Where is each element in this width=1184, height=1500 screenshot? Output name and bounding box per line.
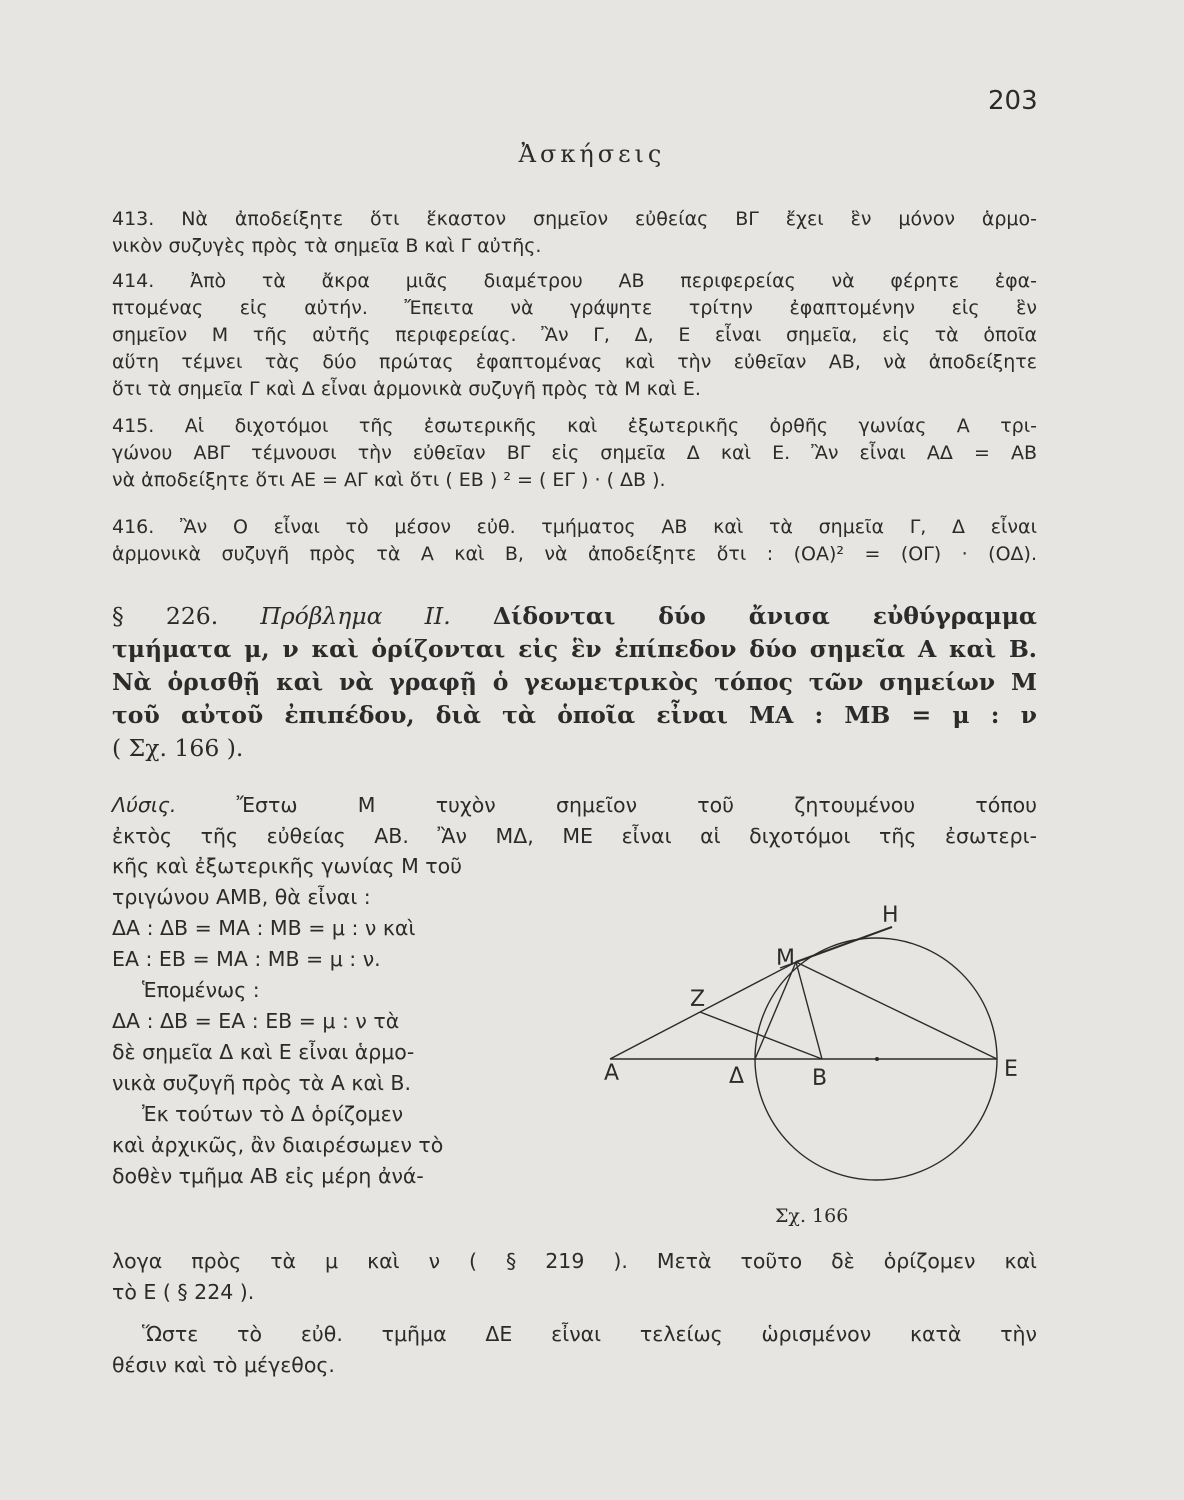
text-line: τοῦ αὐτοῦ ἐπιπέδου, διὰ τὰ ὁποῖα εἶναι ΜΑ : ΜΒ = μ : ν xyxy=(112,701,1037,729)
text-line: Ἔστω Μ τυχὸν σημεῖον τοῦ ζητουμένου τόπου xyxy=(236,793,1037,817)
label-A: Α xyxy=(604,1061,620,1086)
text-line: Ἑπομένως : xyxy=(142,978,260,1002)
text-line: Δίδονται δύο ἄνισα εὐθύγραμμα xyxy=(492,602,1037,630)
text-line: πτομένας εἰς αὐτήν. Ἔπειτα νὰ γράψητε τρίτην ἐφαπτομένην εἰς ἓν xyxy=(112,297,1037,319)
text-line: δοθὲν τμῆμα ΑΒ εἰς μέρη ἀνά- xyxy=(112,1164,424,1188)
text-line: τὸ Ε ( § 224 ). xyxy=(112,1279,255,1304)
line-MD xyxy=(755,962,796,1059)
text-line: Νὰ ὁρισθῇ καὶ νὰ γραφῇ ὁ γεωμετρικὸς τόπος τῶν σημείων Μ xyxy=(112,668,1037,696)
equation-line: ΔΑ : ΔΒ = ΕΑ : ΕΒ = μ : ν τὰ xyxy=(112,1009,400,1033)
problem-label: Πρόβλημα ΙΙ. xyxy=(260,602,451,630)
line-ME xyxy=(796,962,997,1059)
equation-line: ΕΑ : ΕΒ = ΜΑ : ΜΒ = μ : ν. xyxy=(112,947,381,971)
text-line: ( Σχ. 166 ). xyxy=(112,734,244,762)
text-line: Ἐκ τούτων τὸ Δ ὁρίζομεν xyxy=(142,1102,404,1126)
text-line: καὶ ἀρχικῶς, ἂν διαιρέσωμεν τὸ xyxy=(112,1133,444,1157)
text-line: νικὸν συζυγὲς πρὸς τὰ σημεῖα Β καὶ Γ αὐτῆς. xyxy=(112,235,542,257)
text-line: δὲ σημεῖα Δ καὶ Ε εἶναι ἁρμο- xyxy=(112,1040,415,1064)
section-title: Ἀσκήσεις xyxy=(518,140,666,168)
text-line: λογα πρὸς τὰ μ καὶ ν ( § 219 ). Μετὰ τοῦτο δὲ ὁρίζομεν καὶ xyxy=(112,1249,1037,1273)
line-MB xyxy=(796,962,822,1059)
text-line: 416. Ἂν Ο εἶναι τὸ μέσον εὐθ. τμήματος ΑΒ καὶ τὰ σημεῖα Γ, Δ εἶναι xyxy=(112,516,1037,538)
text-line: σημεῖον Μ τῆς αὐτῆς περιφερείας. Ἂν Γ, Δ, Ε εἶναι σημεῖα, εἰς τὰ ὁποῖα xyxy=(112,324,1037,346)
tangent-MH xyxy=(796,927,892,962)
text-line: νικὰ συζυγῆ πρὸς τὰ Α καὶ Β. xyxy=(112,1071,411,1095)
text-line: τριγώνου ΑΜΒ, θὰ εἶναι : xyxy=(112,885,371,909)
label-H: Η xyxy=(882,903,899,928)
label-M: Μ xyxy=(776,946,795,971)
line-ZB xyxy=(700,1012,822,1059)
text-line: Ὥστε τὸ εὐθ. τμῆμα ΔΕ εἶναι τελείως ὡρισμένον κατὰ τὴν xyxy=(142,1322,1037,1346)
text-line: κῆς καὶ ἐξωτερικῆς γωνίας Μ τοῦ xyxy=(112,854,463,878)
text-line: νὰ ἀποδείξητε ὅτι ΑΕ = ΑΓ καὶ ὅτι ( ΕΒ ) ² = ( ΕΓ ) · ( ΔΒ ). xyxy=(112,469,666,491)
text-line: ὅτι τὰ σημεῖα Γ καὶ Δ εἶναι ἁρμονικὰ συζυγῆ πρὸς τὰ Μ καὶ Ε. xyxy=(112,378,701,400)
label-E: Ε xyxy=(1004,1057,1018,1082)
text-line: γώνου ΑΒΓ τέμνουσι τὴν εὐθεῖαν ΒΓ εἰς σημεῖα Δ καὶ Ε. Ἂν εἶναι ΑΔ = ΑΒ xyxy=(112,442,1037,464)
text-line: 413. Νὰ ἀποδείξητε ὅτι ἕκαστον σημεῖον εὐθείας ΒΓ ἔχει ἓν μόνον ἁρμο- xyxy=(112,208,1037,230)
equation-line: ΔΑ : ΔΒ = ΜΑ : ΜΒ = μ : ν καὶ xyxy=(112,916,416,940)
text-line: αὕτη τέμνει τὰς δύο πρώτας ἐφαπτομένας καὶ τὴν εὐθεῖαν ΑΒ, νὰ ἀποδείξητε xyxy=(112,351,1037,373)
solution-label: Λύσις. xyxy=(112,793,177,817)
label-D: Δ xyxy=(729,1064,745,1089)
figure-caption: Σχ. 166 xyxy=(775,1205,849,1227)
text-line: θέσιν καὶ τὸ μέγεθος. xyxy=(112,1352,335,1377)
label-Z: Ζ xyxy=(690,987,706,1012)
text-line: ἁρμονικὰ συζυγῆ πρὸς τὰ Α καὶ Β, νὰ ἀποδείξητε ὅτι : (ΟΑ)² = (ΟΓ) · (ΟΔ). xyxy=(112,543,1037,565)
section-number: § 226. xyxy=(112,602,219,630)
text-line: 414. Ἀπὸ τὰ ἄκρα μιᾶς διαμέτρου ΑΒ περιφερείας νὰ φέρητε ἐφα- xyxy=(112,270,1037,292)
text-line: ἐκτὸς τῆς εὐθείας ΑΒ. Ἂν ΜΔ, ΜΕ εἶναι αἱ διχοτόμοι τῆς ἐσωτερι- xyxy=(112,823,1037,848)
page-number: 203 xyxy=(988,86,1038,116)
text-line: 415. Αἱ διχοτόμοι τῆς ἐσωτερικῆς καὶ ἐξωτερικῆς ὀρθῆς γωνίας Α τρι- xyxy=(112,415,1037,437)
center-point xyxy=(875,1057,879,1061)
text-line: τμήματα μ, ν καὶ ὁρίζονται εἰς ἓν ἐπίπεδον δύο σημεῖα Α καὶ Β. xyxy=(112,635,1037,663)
label-B: Β xyxy=(812,1066,828,1091)
